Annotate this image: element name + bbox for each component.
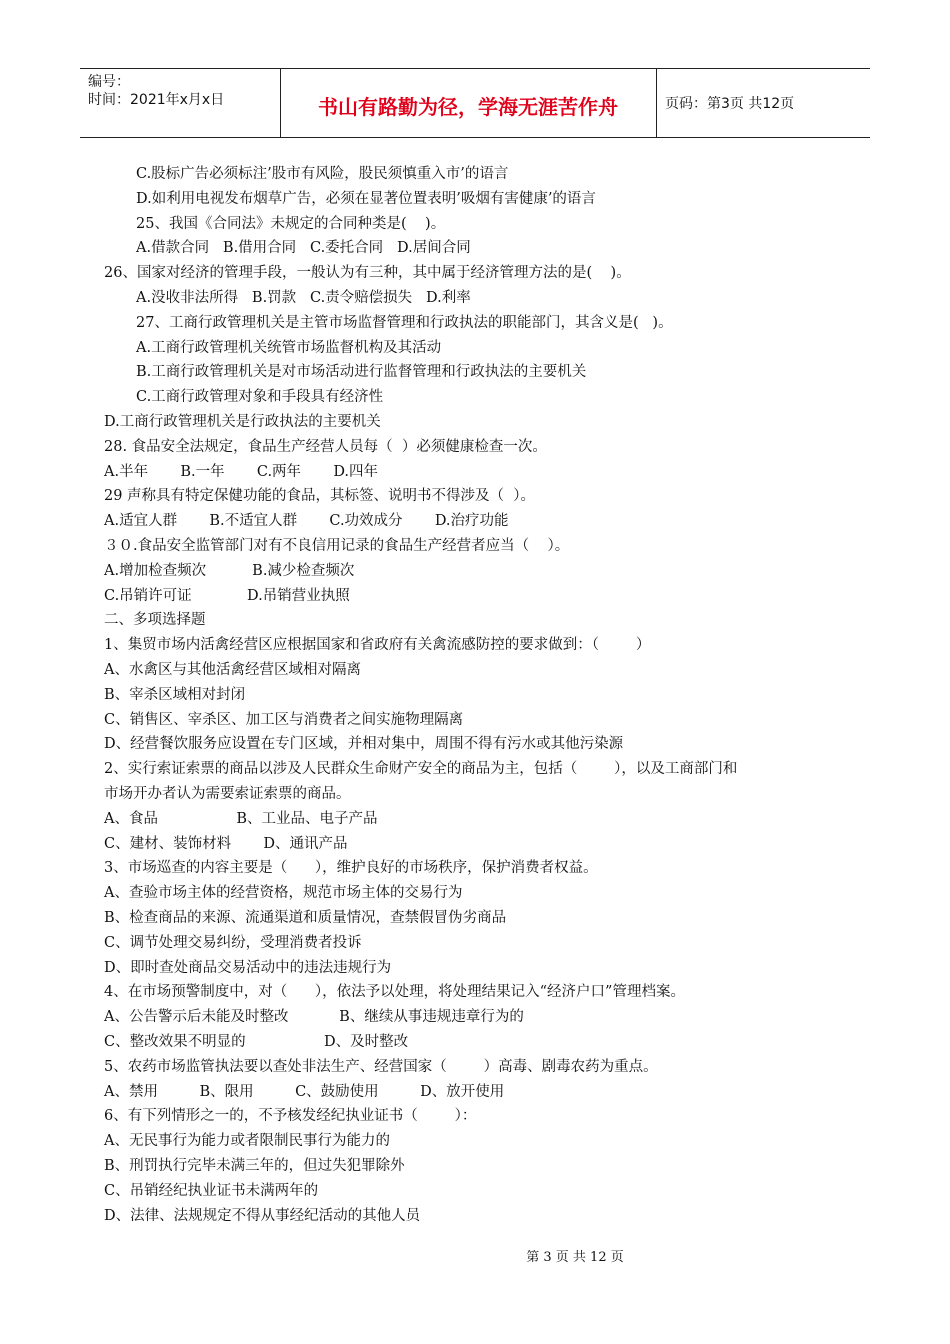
page-header bbox=[80, 68, 870, 138]
text-line: C.股标广告必须标注’股市有风险，股民须慎重入市’的语言 bbox=[136, 166, 509, 182]
text-line: ３０.食品安全监管部门对有不良信用记录的食品生产经营者应当（ ）。 bbox=[104, 538, 570, 554]
text-line: A.半年 B.一年 C.两年 D.四年 bbox=[104, 463, 379, 480]
text-line: A.增加检查频次 B.减少检查频次 bbox=[104, 562, 355, 579]
text-line: 26、国家对经济的管理手段，一般认为有三种，其中属于经济管理方法的是( )。 bbox=[104, 265, 631, 282]
text-line: 4、在市场预警制度中，对（ ），依法予以处理，将处理结果记入“经济户口”管理档案。 bbox=[104, 984, 685, 1001]
text-line: A、食品 B、工业品、电子产品 bbox=[104, 810, 378, 827]
text-line: A.借款合同 B.借用合同 C.委托合同 D.居间合同 bbox=[136, 240, 471, 257]
text-line: A、公告警示后未能及时整改 B、继续从事违规违章行为的 bbox=[104, 1009, 524, 1026]
text-line: A.工商行政管理机关统管市场监督机构及其活动 bbox=[136, 339, 442, 356]
text-line: D、经营餐饮服务应设置在专门区域，并相对集中，周围不得有污水或其他污染源 bbox=[104, 736, 624, 753]
text-line: A.适宜人群 B.不适宜人群 C.功效成分 D.治疗功能 bbox=[104, 513, 509, 530]
text-line: A、查验市场主体的经营资格，规范市场主体的交易行为 bbox=[104, 885, 463, 902]
header-page-info: 页码：第3页 共12页 bbox=[665, 96, 795, 112]
text-line: C.工商行政管理对象和手段具有经济性 bbox=[136, 389, 384, 406]
text-line: 市场开办者认为需要索证索票的商品。 bbox=[104, 786, 351, 802]
text-line: C、建材、装饰材料 D、通讯产品 bbox=[104, 835, 348, 852]
page-footer bbox=[0, 1246, 950, 1265]
text-line: A、无民事行为能力或者限制民事行为能力的 bbox=[104, 1133, 390, 1150]
text-line: D.工商行政管理机关是行政执法的主要机关 bbox=[104, 414, 381, 430]
text-line: A.没收非法所得 B.罚款 C.责令赔偿损失 D.利率 bbox=[136, 290, 471, 306]
text-line: 2、实行索证索票的商品以涉及人民群众生命财产安全的商品为主，包括（ ），以及工商部门和 bbox=[104, 761, 738, 778]
text-line: 3、市场巡查的内容主要是（ ），维护良好的市场秩序，保护消费者权益。 bbox=[104, 860, 598, 877]
text-line: C、销售区、宰杀区、加工区与消费者之间实施物理隔离 bbox=[104, 711, 464, 728]
text-line: 29 声称具有特定保健功能的食品，其标签、说明书不得涉及（ ）。 bbox=[104, 488, 536, 505]
text-line: C、调节处理交易纠纷，受理消费者投诉 bbox=[104, 934, 362, 951]
time-label: 时间：2021年x月x日 bbox=[88, 92, 225, 108]
text-line: B、刑罚执行完毕未满三年的，但过失犯罪除外 bbox=[104, 1158, 405, 1174]
text-line: 6、有下列情形之一的，不予核发经纪执业证书（ ）： bbox=[104, 1108, 477, 1125]
text-line: 5、农药市场监管执法要以查处非法生产、经营国家（ ）高毒、剧毒农药为重点。 bbox=[104, 1058, 658, 1075]
text-line: C、整改效果不明显的 D、及时整改 bbox=[104, 1034, 409, 1050]
text-line: C.吊销许可证 D.吊销营业执照 bbox=[104, 587, 350, 604]
header-motto: 书山有路勤为径，学海无涯苦作舟 bbox=[318, 95, 618, 119]
text-line: 28. 食品安全法规定，食品生产经营人员每（ ）必须健康检查一次。 bbox=[104, 438, 547, 455]
text-line: A、禁用 B、限用 C、鼓励使用 D、放开使用 bbox=[104, 1083, 505, 1100]
text-line: B、宰杀区域相对封闭 bbox=[104, 686, 246, 703]
text-line: 25、我国《合同法》未规定的合同种类是( )。 bbox=[136, 215, 446, 232]
footer-page-number: 第 3 页 共 12 页 bbox=[526, 1250, 624, 1265]
text-line: D、法律、法规规定不得从事经纪活动的其他人员 bbox=[104, 1207, 421, 1224]
header-divider bbox=[656, 69, 657, 137]
text-line: D、即时查处商品交易活动中的违法违规行为 bbox=[104, 959, 392, 976]
code-label: 编号： bbox=[88, 74, 130, 90]
text-line: A、水禽区与其他活禽经营区域相对隔离 bbox=[104, 662, 361, 678]
text-line: B、检查商品的来源、流通渠道和质量情况，查禁假冒伪劣商品 bbox=[104, 910, 507, 926]
text-line: 二、多项选择题 bbox=[104, 612, 206, 629]
text-line: D.如利用电视发布烟草广告，必须在显著位置表明’吸烟有害健康’的语言 bbox=[136, 190, 596, 207]
text-line: C、吊销经纪执业证书未满两年的 bbox=[104, 1182, 319, 1199]
text-line: 27、工商行政管理机关是主管市场监督管理和行政执法的职能部门，其含义是( )。 bbox=[136, 314, 673, 331]
text-line: B.工商行政管理机关是对市场活动进行监督管理和行政执法的主要机关 bbox=[136, 364, 587, 381]
text-line: 1、集贸市场内活禽经营区应根据国家和省政府有关禽流感防控的要求做到：（ ） bbox=[104, 637, 651, 654]
header-meta bbox=[88, 73, 224, 109]
